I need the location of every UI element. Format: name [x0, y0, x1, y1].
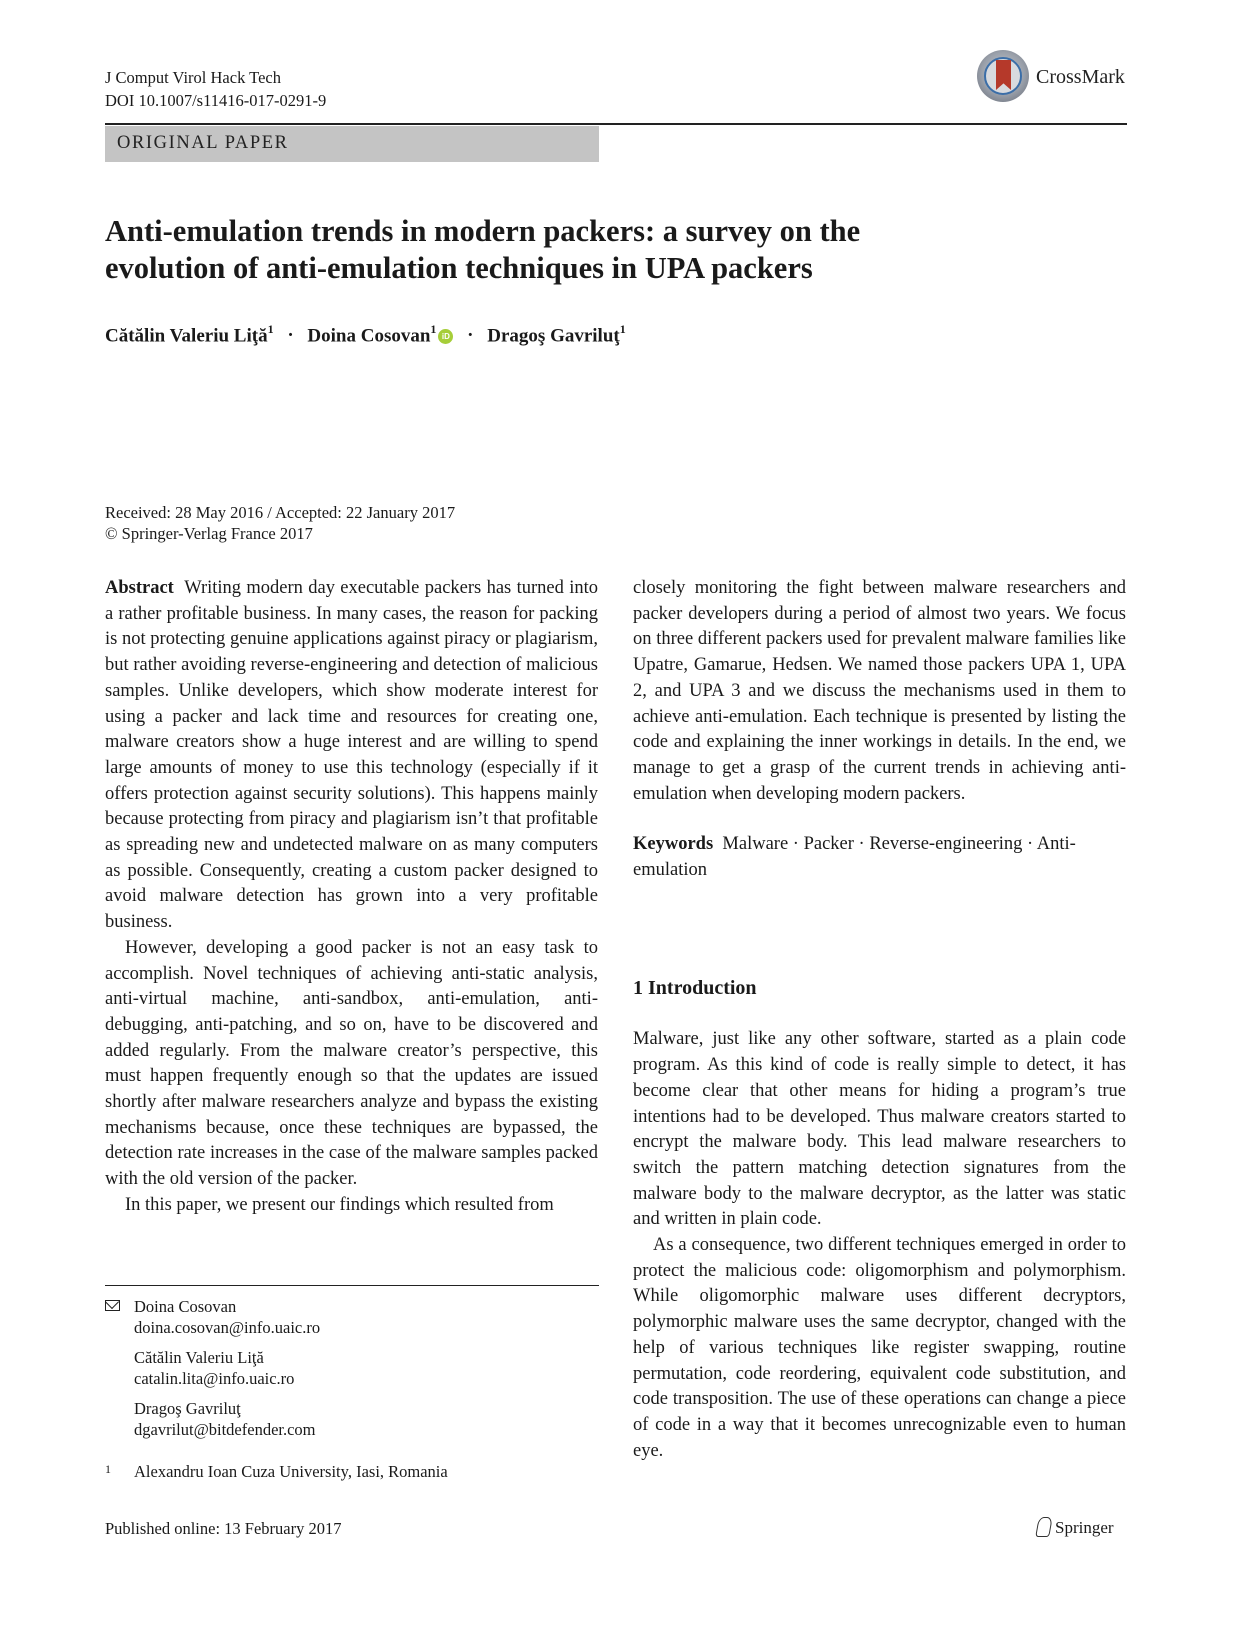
contact-entry — [105, 1398, 605, 1440]
affiliation-footnote — [105, 1462, 448, 1482]
contact-name: Dragoş Gavriluţ — [134, 1399, 241, 1418]
right-column — [633, 576, 1126, 1464]
springer-horse-icon — [1035, 1517, 1053, 1537]
contact-name: Cătălin Valeriu Liţă — [134, 1348, 264, 1367]
received-accepted: Received: 28 May 2016 / Accepted: 22 January 2017 — [105, 503, 456, 522]
crossmark-label: CrossMark — [1036, 66, 1125, 88]
intro-paragraph: As a consequence, two different techniques emerged in order to protect the malicious code: oligomorphism and polymorphism. While oligomorphic malware uses different decryptors, polymorphic malware uses the same decryptor, changed with the help of various techniques like register swapping, routine permutation, code reordering, equivalent code substitution, and code transposition. The use of these operations can change a piece of code in a way that it becomes unrecognizable even to human eye. — [633, 1235, 1126, 1461]
doi[interactable]: DOI 10.1007/s11416-017-0291-9 — [105, 91, 327, 110]
author-name[interactable]: Cătălin Valeriu Liţă — [105, 325, 268, 347]
journal-header — [105, 66, 326, 112]
section-label: ORIGINAL PAPER — [117, 133, 289, 153]
envelope-icon — [105, 1300, 120, 1311]
footnote-divider — [105, 1285, 599, 1286]
contact-email[interactable]: catalin.lita@info.uaic.ro — [134, 1369, 295, 1388]
abstract-paragraph: Abstract Writing modern day executable packers has turned into a rather profitable business. In many cases, the reason for packing is not protecting genuine applications against piracy or plagiarism, but rather avoiding reverse-engineering and detection of malicious samples. Unlike developers, which show moderate interest for using a packer and lack time and resources for creating one, malware creators show a huge interest and are willing to spend large amounts of money to use this technology (especially if it offers protection against security solutions). This happens mainly because protecting from piracy and plagiarism isn’t that profitable as spreading new and undetected malware on as many computers as possible. Consequently, creating a custom packer designed to avoid malware detection has grown into a very profitable business. — [105, 578, 598, 933]
contact-entry — [105, 1296, 605, 1338]
article-dates — [105, 502, 455, 544]
abstract-heading: Abstract — [105, 578, 174, 598]
contact-email[interactable]: doina.cosovan@info.uaic.ro — [134, 1318, 321, 1337]
contact-email[interactable]: dgavrilut@bitdefender.com — [134, 1420, 316, 1439]
keywords — [633, 832, 1126, 883]
section-label-banner — [105, 126, 599, 162]
intro-paragraph: Malware, just like any other software, started as a plain code program. As this kind of code is really simple to detect, it has become clear that other means for hiding a program’s true intentions had to be developed. Thus malware creators started to encrypt the malware body. This lead malware researchers to switch the pattern matching detection signatures from the malware body to the malware decryptor, as the latter was static and written in plain code. — [633, 1029, 1126, 1230]
keywords-heading: Keywords — [633, 834, 714, 855]
affiliation-number: 1 — [105, 1462, 111, 1476]
published-date: Published online: 13 February 2017 — [105, 1519, 342, 1538]
copyright: © Springer-Verlag France 2017 — [105, 524, 313, 543]
abstract-paragraph-continuation: closely monitoring the fight between malware researchers and packer developers during a period of almost two years. We focus on three different packers used for prevalent malware families like Upatre, Gamarue, Hedsen. We named those packers UPA 1, UPA 2, and UPA 3 and we discuss the mechanisms used in them to achieve anti-emulation. Each technique is presented by listing the code and explaining the inner workings in details. In the end, we manage to get a grasp of the current trends in achieving anti-emulation when developing modern packers. — [633, 578, 1126, 804]
publisher-name: Springer — [1055, 1518, 1114, 1537]
abstract-paragraph-continued: In this paper, we present our findings which resulted from — [125, 1194, 554, 1215]
crossmark-badge[interactable] — [977, 48, 1127, 106]
publisher-logo[interactable] — [1037, 1517, 1114, 1538]
author-name[interactable]: Dragoş Gavriluţ — [487, 325, 620, 347]
paper-title: Anti-emulation trends in modern packers: a survey on the evolution of anti-emulation techniques in UPA packers — [105, 214, 861, 285]
contact-name: Doina Cosovan — [134, 1297, 237, 1316]
left-column — [105, 576, 598, 1219]
journal-name: J Comput Virol Hack Tech — [105, 68, 281, 87]
author-list: Cătălin Valeriu Liţă$^1$ · Doina Cosovan$^1$iD · Dragoş Gavriluţ$^1$ — [105, 322, 626, 347]
orcid-icon[interactable]: iD — [438, 329, 453, 344]
section-heading-introduction: 1 Introduction — [633, 976, 757, 999]
author-name[interactable]: Doina Cosovan — [307, 325, 431, 347]
correspondence-list — [105, 1296, 605, 1449]
header-divider — [105, 123, 1127, 125]
keywords-list: Malware · Packer · Reverse-engineering · Anti-emulation — [633, 834, 1076, 881]
affiliation-text: Alexandru Ioan Cuza University, Iasi, Romania — [134, 1462, 448, 1481]
contact-entry — [105, 1347, 605, 1389]
abstract-paragraph: However, developing a good packer is not an easy task to accomplish. Novel techniques of achieving anti-static analysis, anti-virtual machine, anti-sandbox, anti-emulation, anti-debugging, anti-patching, and so on, have to be discovered and added regularly. From the malware creator’s perspective, this must happen frequently enough so that the updates are issued shortly after malware researchers analyze and bypass the existing mechanisms because, once these techniques are bypassed, the detection rate increases in the case of the malware samples packed with the old version of the packer. — [105, 937, 598, 1190]
